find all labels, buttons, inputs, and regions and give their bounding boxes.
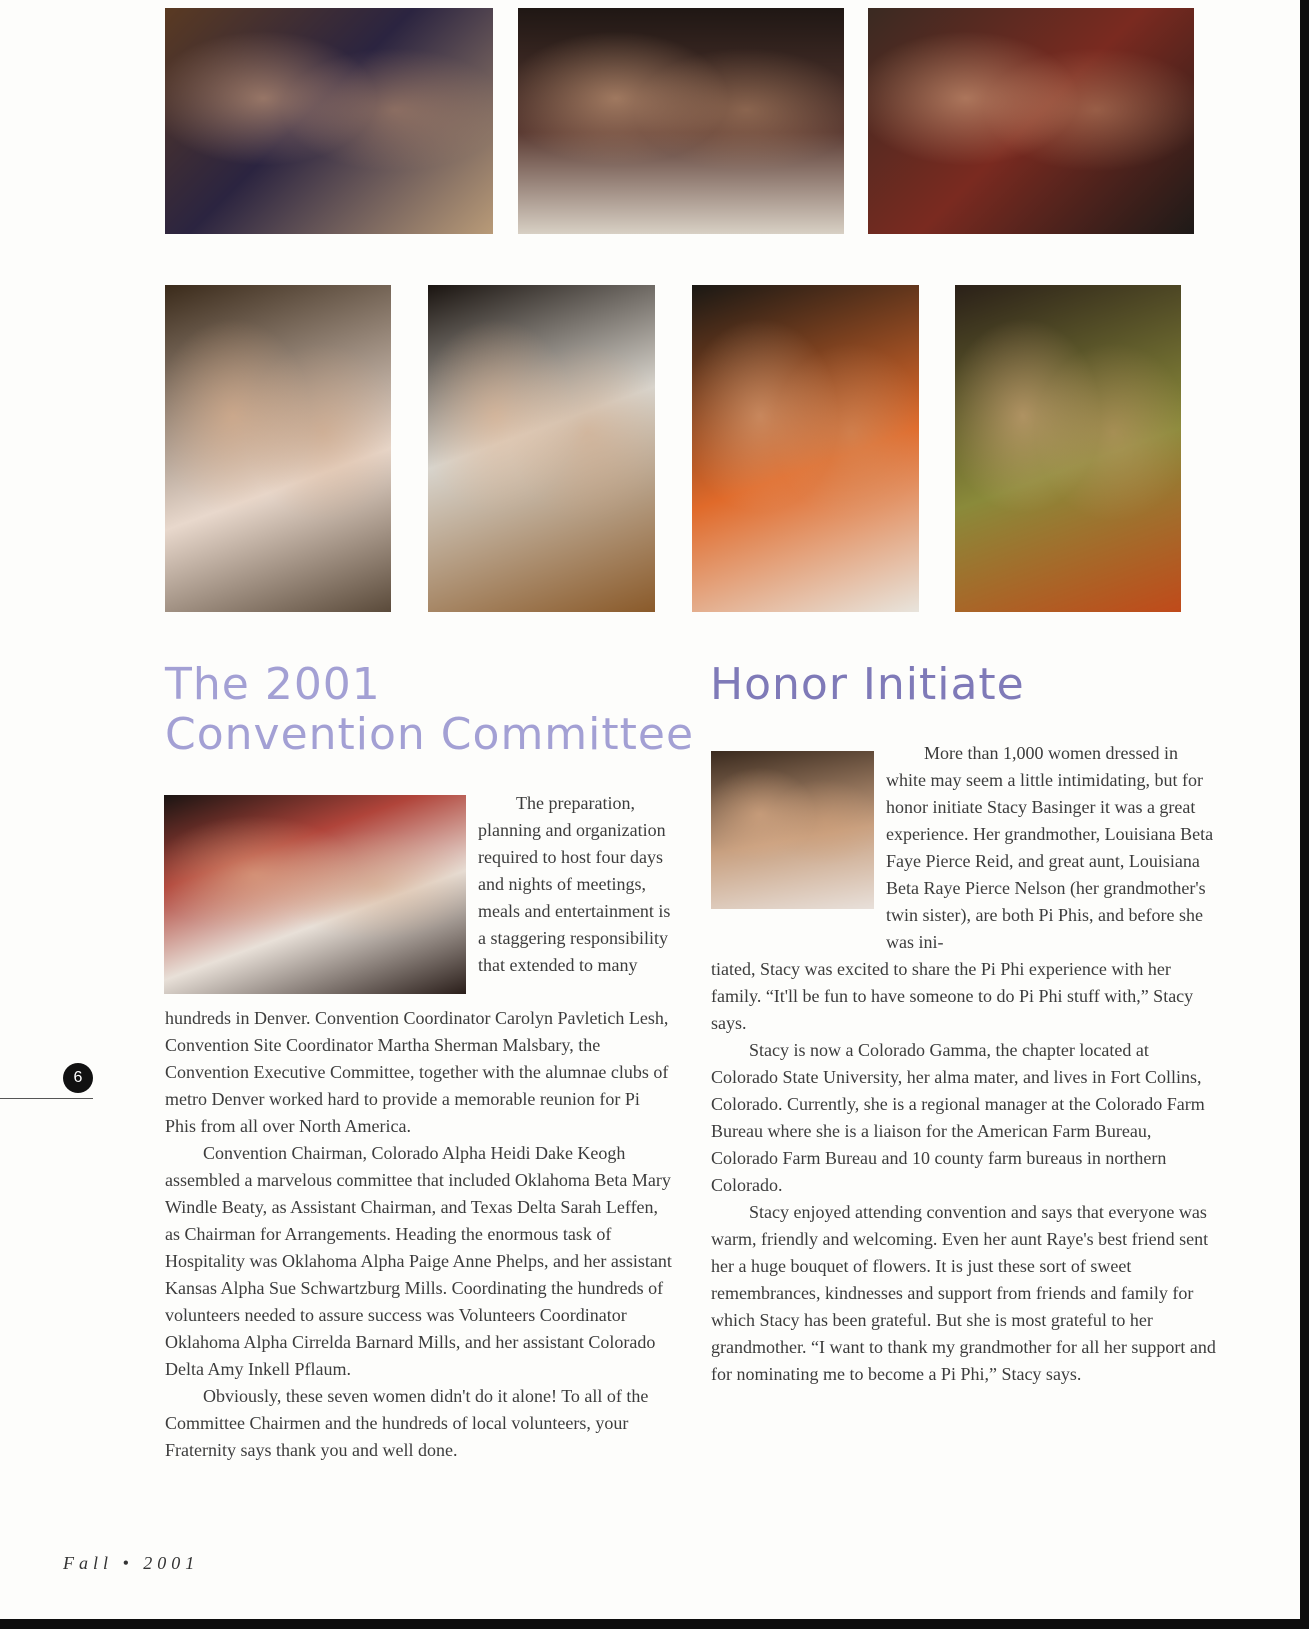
initiate-paragraph-1b: tiated, Stacy was excited to share the Pi Phi experience with her family. “It'll be fun to have someone to do Pi Phi stuff with,” Stacy says. <box>711 959 1194 1033</box>
scan-edge-bottom <box>0 1619 1309 1629</box>
committee-paragraph-1b: hundreds in Denver. Convention Coordinator Carolyn Pavletich Lesh, Convention Site Coordinator Martha Sherman Malsbary, the Convention Executive Committee, together with the alumnae clubs of metro Denver worked hard to provide a memorable reunion for Pi Phis from all over North America. <box>165 1008 669 1136</box>
photo-woman-at-table <box>428 285 655 612</box>
committee-paragraph-2: Convention Chairman, Colorado Alpha Heidi Dake Keogh assembled a marvelous committee that included Oklahoma Beta Mary Windle Beaty, as Assistant Chairman, and Texas Delta Sarah Leffen, as Chairman for Arrangements. Heading the enormous task of Hospitality was Oklahoma Alpha Paige Anne Phelps, and her assistant Kansas Alpha Sue Schwartzburg Mills. Coordinating the hundreds of volunteers needed to assure success was Volunteers Coordinator Oklahoma Alpha Cirrelda Barnard Mills, and her assistant Colorado Delta Amy Inkell Pflaum. <box>165 1143 672 1379</box>
initiate-intro-wrap <box>886 740 1216 956</box>
committee-body <box>165 1005 675 1464</box>
initiate-paragraph-2: Stacy is now a Colorado Gamma, the chapter located at Colorado State University, her alma mater, and lives in Fort Collins, Colorado. Currently, she is a regional manager at the Colorado Farm Bureau where she is a liaison for the American Farm Bureau, Colorado Farm Bureau and 10 county farm bureaus in northern Colorado. <box>711 1040 1205 1195</box>
committee-intro-wrap <box>478 790 678 979</box>
issue-footer: Fall • 2001 <box>63 1553 200 1573</box>
page-number-rule <box>0 1098 93 1099</box>
photo-convention-committee <box>164 795 466 994</box>
initiate-paragraph-1a: More than 1,000 women dressed in white may seem a little intimidating, but for honor initiate Stacy Basinger it was a great experience. Her grandmother, Louisiana Beta Faye Pierce Reid, and great aunt, Louisiana Beta Raye Pierce Nelson (her grandmother's twin sister), are both Pi Phis, and before she was ini- <box>886 743 1214 952</box>
photo-woman-orange-shirt <box>692 285 919 612</box>
heading-line-1: The 2001 <box>165 659 381 710</box>
photo-stacy-basinger <box>711 751 874 909</box>
photo-woman-reading <box>955 285 1181 612</box>
committee-paragraph-3: Obviously, these seven women didn't do it alone! To all of the Committee Chairmen and the hundreds of local volunteers, your Fraternity says thank you and well done. <box>165 1386 649 1460</box>
photo-two-older-women <box>868 8 1194 234</box>
initiate-body <box>711 956 1216 1388</box>
photo-two-women <box>165 8 493 234</box>
heading-line-2: Convention Committee <box>165 709 695 760</box>
scan-edge-right <box>1300 0 1309 1629</box>
photo-speaker-microphone <box>165 285 391 612</box>
initiate-paragraph-3: Stacy enjoyed attending convention and says that everyone was warm, friendly and welcoming. Even her aunt Raye's best friend sent her a huge bouquet of flowers. It is just these sort of sweet remembrances, kindnesses and support from friends and family for which Stacy has been grateful. But she is most grateful to her grandmother. “I want to thank my grandmother for all her support and for nominating me to become a Pi Phi,” Stacy says. <box>711 1202 1216 1384</box>
honor-initiate-heading: Honor Initiate <box>710 659 1025 710</box>
photo-group-seated <box>518 8 844 234</box>
committee-paragraph-1a: The preparation, planning and organization required to host four days and nights of meetings, meals and entertainment is a staggering responsibility that extended to many <box>478 793 671 975</box>
convention-committee-heading <box>165 660 694 760</box>
page-number: 6 <box>63 1063 93 1093</box>
